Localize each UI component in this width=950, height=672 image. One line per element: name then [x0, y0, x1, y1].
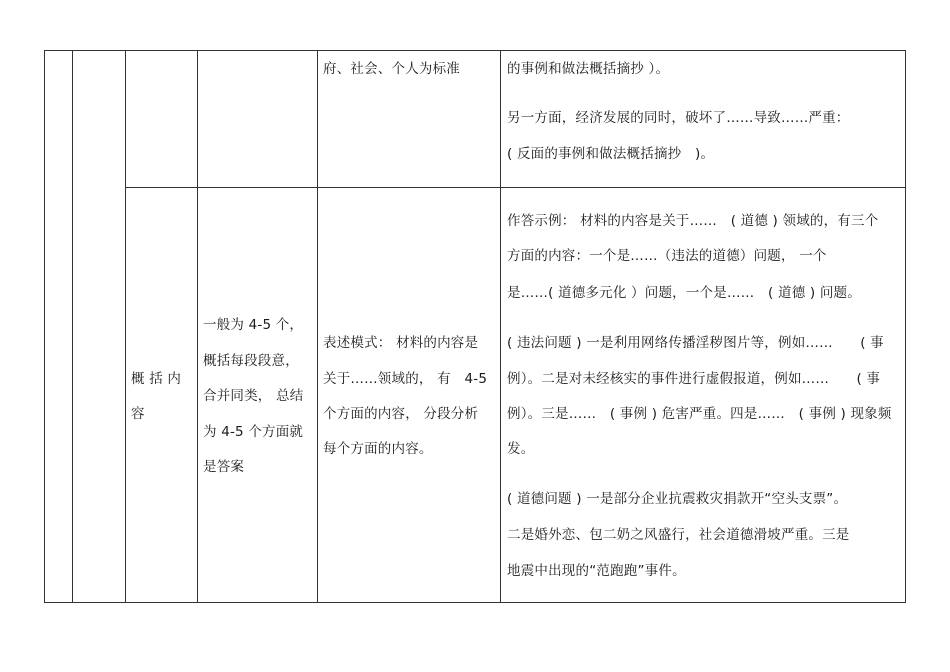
row2-col4-p3-line-3: 地震中出现的“范跑跑”事件。 [507, 563, 686, 579]
table-bottom-border [44, 602, 905, 603]
row2-col2-line-3: 合并同类， 总结 [203, 388, 304, 404]
row2-col2-line-2: 概括每段段意， [203, 353, 299, 369]
row2-col2-line-4: 为 4-5 个方面就 [203, 424, 304, 440]
row2-col3-line-2: 关于……领域的， 有 4-5 [323, 371, 488, 387]
row1-col3-text: 府、社会、个人为标准 [323, 61, 460, 77]
column-divider-5 [500, 50, 501, 603]
row2-col3-line-4: 每个方面的内容。 [323, 441, 433, 457]
row2-category-label-line-1: 概 括 内 [131, 371, 182, 387]
row2-col4-p3-line-1: ( 道德问题 ) 一是部分企业抗震救灾捐款开“空头支票”。 [507, 491, 848, 507]
row2-col4-p2-line-1: ( 违法问题 ) 一是利用网络传播淫秽图片等，例如…… ( 事 [507, 335, 884, 351]
row2-col4-p2-line-4: 发。 [507, 441, 535, 457]
row2-col4-p1-line-3: 是……( 道德多元化 ）问题，一个是…… ( 道德 ) 问题。 [507, 285, 861, 301]
table-top-border [44, 50, 905, 51]
table-left-border [44, 50, 45, 603]
row2-col4-p2-line-2: 例）。二是对未经核实的事件进行虚假报道，例如…… ( 事 [507, 371, 881, 387]
row2-col2-line-5: 是答案 [203, 459, 245, 475]
row1-col4-line-2: 另一方面，经济发展的同时，破坏了……导致……严重： [507, 110, 850, 126]
row2-col3-line-1: 表述模式： 材料的内容是 [323, 335, 479, 351]
row2-col2-line-1: 一般为 4-5 个， [203, 317, 304, 333]
row2-col4-p2-line-3: 例）。三是…… ( 事例 ) 危害严重。四是…… ( 事例 ) 现象频 [507, 406, 892, 422]
row-divider [125, 187, 905, 188]
row2-col4-p1-line-1: 作答示例： 材料的内容是关于…… ( 道德 ) 领域的，有三个 [507, 213, 879, 229]
column-divider-1 [72, 50, 73, 603]
table-right-border [905, 50, 906, 603]
row2-col4-p1-line-2: 方面的内容：一个是……（违法的道德）问题， 一个 [507, 248, 827, 264]
row1-col4-line-1: 的事例和做法概括摘抄 ）。 [507, 61, 670, 77]
column-divider-2 [125, 50, 126, 603]
column-divider-4 [317, 50, 318, 603]
row2-col4-p3-line-2: 二是婚外恋、包二奶之风盛行，社会道德滑坡严重。三是 [507, 527, 850, 543]
row1-col4-line-3: ( 反面的事例和做法概括摘抄 )。 [507, 146, 715, 162]
row2-category-label-line-2: 容 [131, 406, 145, 422]
column-divider-3 [197, 50, 198, 603]
row2-col3-line-3: 个方面的内容， 分段分析 [323, 406, 479, 422]
